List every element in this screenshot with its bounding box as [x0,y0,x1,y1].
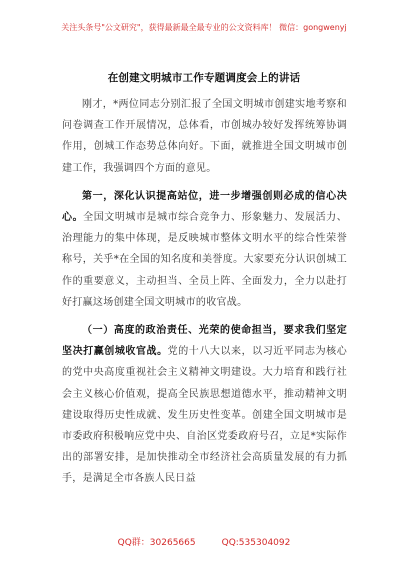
paragraph-subsection-1 [62,320,347,490]
document-body [62,94,347,497]
footer-qq-group: QQ群：30265665 [117,538,196,548]
paragraph-text: 全国文明城市是城市综合竞争力、形象魅力、发展活力、治理能力的集中体现，是反映城市整体文明水平的综合性荣誉称号，关乎*在全国的知名度和美誉度。大家要充分认识创城工作的重要意义，主动担当、全员上阵、全面发力，全力以赴打好打赢这场创建全国文明城市的收官战。 [62,212,348,308]
paragraph-section-1 [62,186,347,313]
paragraph-text: 刚才，*两位同志分别汇报了全国文明城市创建实地考察和问卷调查工作开展情况，总体看，市创城办较好发挥统筹协调作用，创城工作态势总体向好。下面，就推进全国文明城市创建工作，我强调四个方面的意见。 [62,99,347,174]
paragraph-intro [62,94,347,179]
footer-qq-number: QQ:535304092 [221,538,291,548]
footer-contacts [0,535,408,548]
header-banner: 关注头条号"公文研究"，获得最新最全最专业的公文资料库！ 微信：gongwenyj [61,23,347,32]
paragraph-heading: 第一，深化认识提高站位，进一步增强创则必成的信心决心。 [62,190,347,224]
document-title: 在创建文明城市工作专题调度会上的讲话 [107,72,301,84]
paragraph-heading: （一）高度的政治责任、光荣的使命担当，要求我们坚定坚决打赢创城收官战。 [62,325,347,358]
paragraph-text: 党的十八大以来，以习近平同志为核心的党中央高度重视社会主义精神文明建设。大力培育和践行社会主义核心价值观，提高全民族思想道德水平，推动精神文明建设取得历史性成就、发生历史性变革。创建全国文明城市是市委政府积极响应党中央、自治区党委政府号召，立足*实际作出的部署安排，是加快推动全市经济社会高质量发展的有力抓手，是满足全市各族人民日益 [62,346,347,485]
